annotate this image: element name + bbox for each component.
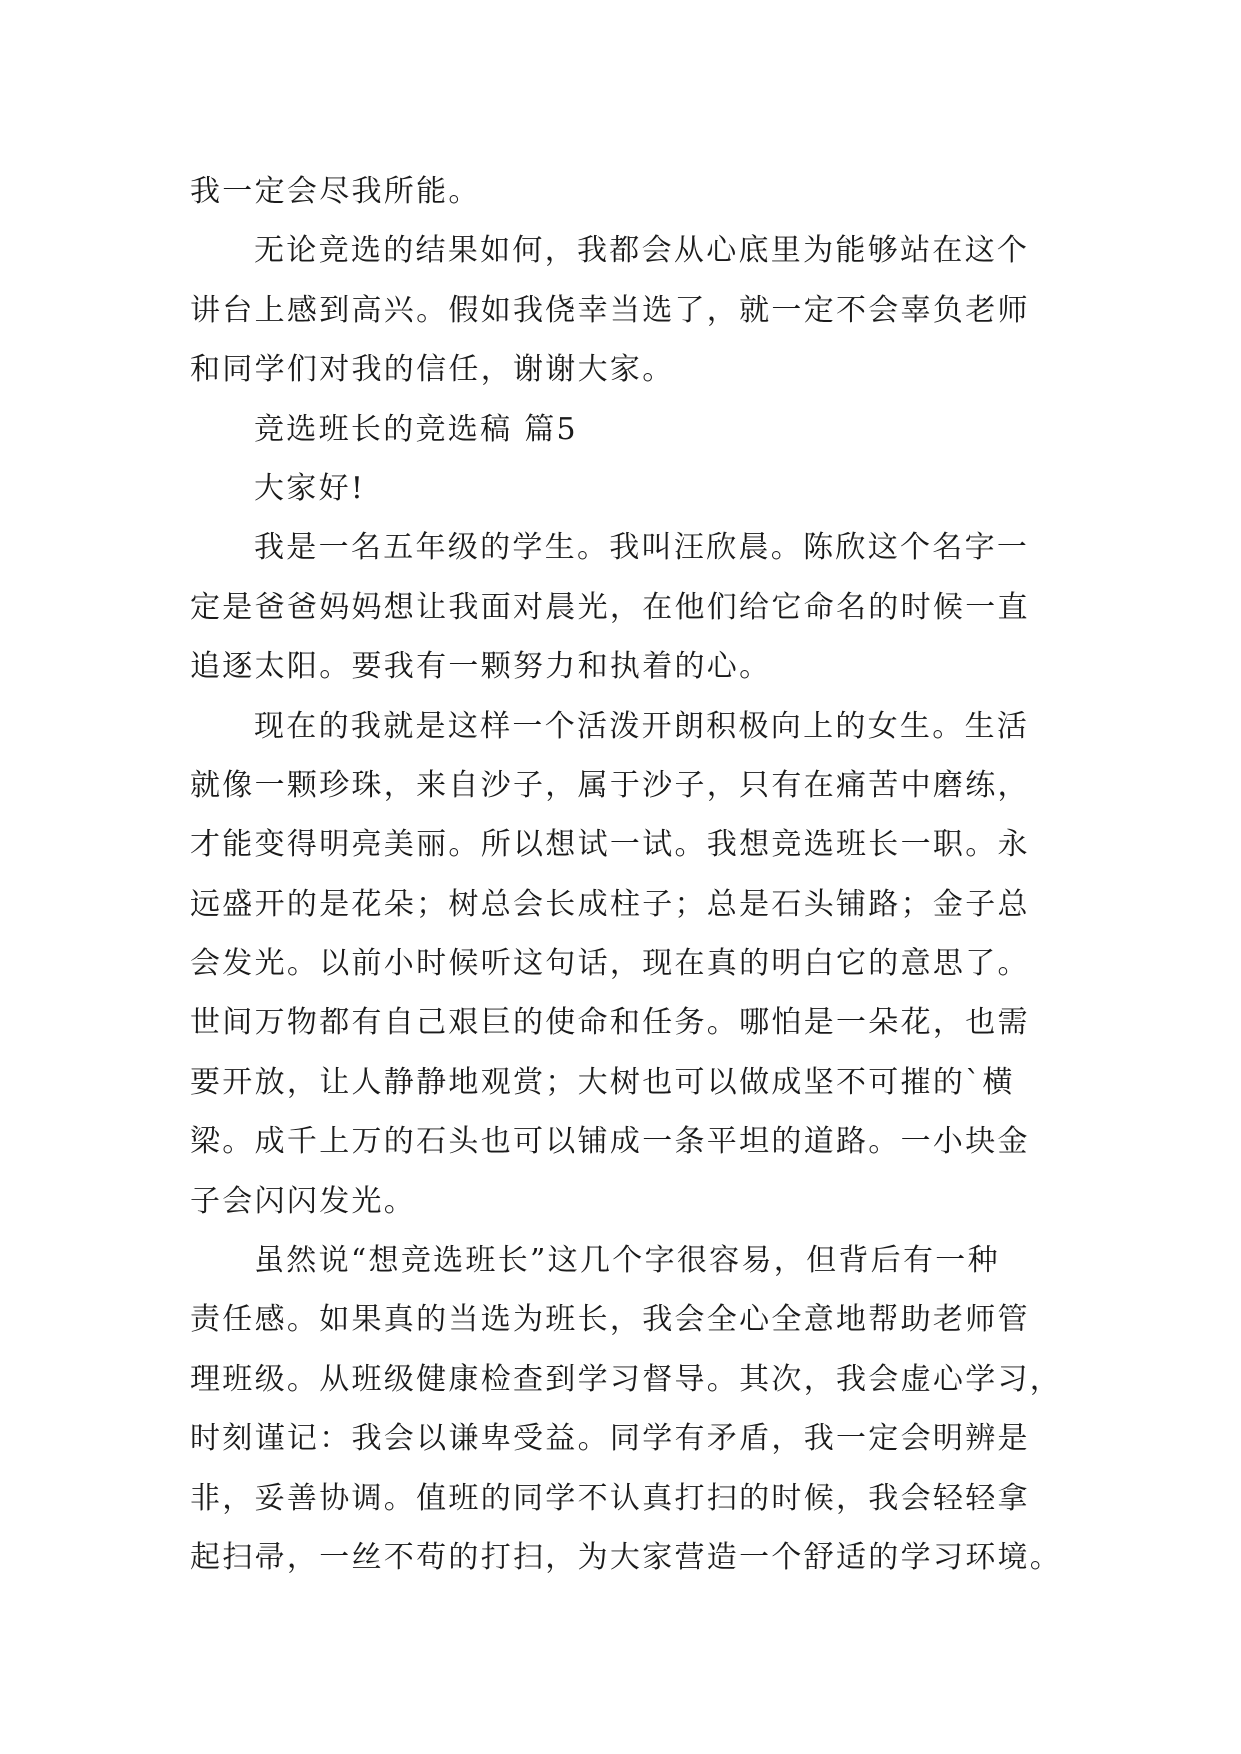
text-line: 现在的我就是这样一个活泼开朗积极向上的女生。生活 xyxy=(254,708,1030,744)
text-line: 责任感。如果真的当选为班长，我会全心全意地帮助老师管 xyxy=(190,1302,1030,1338)
text-line: 我是一名五年级的学生。我叫汪欣晨。陈欣这个名字一 xyxy=(254,530,1030,566)
text-line: 和同学们对我的信任，谢谢大家。 xyxy=(190,352,675,388)
text-line: 无论竞选的结果如何，我都会从心底里为能够站在这个 xyxy=(254,233,1030,269)
text-line: 会发光。以前小时候听这句话，现在真的明白它的意思了。 xyxy=(190,946,1030,982)
text-line: 子会闪闪发光。 xyxy=(190,1183,417,1219)
text-line: 定是爸爸妈妈想让我面对晨光，在他们给它命名的时候一直 xyxy=(190,589,1030,625)
text-line: 才能变得明亮美丽。所以想试一试。我想竞选班长一职。永 xyxy=(190,827,1030,863)
text-line: 讲台上感到高兴。假如我侥幸当选了，就一定不会辜负老师 xyxy=(190,292,1030,328)
text-line: 竞选班长的竞选稿 篇5 xyxy=(254,411,578,447)
text-line: 远盛开的是花朵；树总会长成柱子；总是石头铺路；金子总 xyxy=(190,886,1030,922)
text-line: 时刻谨记：我会以谦卑受益。同学有矛盾，我一定会明辨是 xyxy=(190,1421,1030,1457)
text-line: 大家好! xyxy=(254,470,366,506)
text-line: 非，妥善协调。值班的同学不认真打扫的时候，我会轻轻拿 xyxy=(190,1480,1030,1516)
text-line: 世间万物都有自己艰巨的使命和任务。哪怕是一朵花，也需 xyxy=(190,1005,1030,1041)
text-line: 追逐太阳。要我有一颗努力和执着的心。 xyxy=(190,649,772,685)
text-line: 就像一颗珍珠，来自沙子，属于沙子，只有在痛苦中磨练， xyxy=(190,767,1030,803)
text-line: 理班级。从班级健康检查到学习督导。其次，我会虚心学习， xyxy=(190,1361,1063,1397)
text-line: 虽然说“想竞选班长”这几个字很容易，但背后有一种 xyxy=(254,1243,1000,1279)
text-line: 要开放，让人静静地观赏；大树也可以做成坚不可摧的`横 xyxy=(190,1064,1015,1100)
text-line: 起扫帚，一丝不苟的打扫，为大家营造一个舒适的学习环境。 xyxy=(190,1539,1063,1575)
text-line: 梁。成千上万的石头也可以铺成一条平坦的道路。一小块金 xyxy=(190,1124,1030,1160)
text-line: 我一定会尽我所能。 xyxy=(190,174,481,209)
document-body xyxy=(190,162,1063,1587)
